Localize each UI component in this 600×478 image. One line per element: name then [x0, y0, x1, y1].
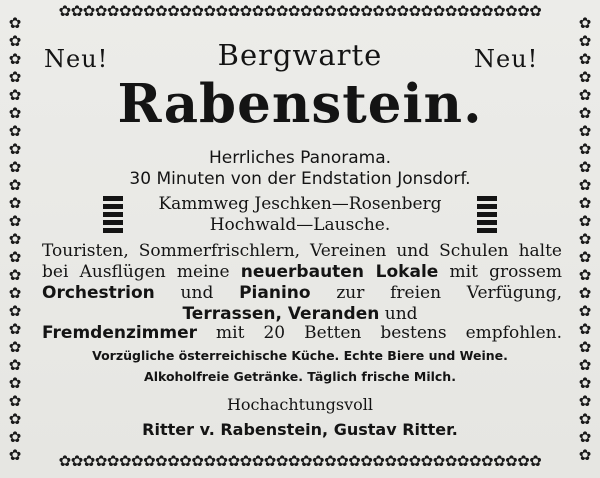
- ornamental-border-right: ✿✿✿✿✿✿✿✿✿✿✿✿✿✿✿✿✿✿✿✿✿✿✿✿✿: [578, 14, 592, 460]
- body-bold-text: Pianino: [239, 283, 311, 303]
- body-bold-text: Orchestrion: [42, 283, 155, 303]
- body-text: bei Ausflügen meine: [42, 262, 241, 282]
- extras-line-1: Vorzügliche österreichische Küche. Echte Biere und Weine.: [92, 348, 508, 363]
- distance-line: 30 Minuten von der Endstation Jonsdorf.: [129, 169, 471, 189]
- title-rabenstein: Rabenstein.: [117, 73, 483, 135]
- ornamental-border-bottom: ✿✿✿✿✿✿✿✿✿✿✿✿✿✿✿✿✿✿✿✿✿✿✿✿✿✿✿✿✿✿✿✿✿✿✿✿✿✿✿✿: [58, 452, 542, 470]
- panorama-line: Herrliches Panorama.: [208, 148, 392, 168]
- extras-line-2: Alkoholfreie Getränke. Täglich frische Milch.: [144, 369, 456, 384]
- body-bold-text: Fremdenzimmer: [42, 323, 198, 343]
- body-bold-text: Terrassen, Veranden: [182, 304, 380, 324]
- body-text: zur freien Verfügung,: [310, 283, 562, 303]
- body-line-2: [42, 262, 562, 282]
- body-text: mit 20 Betten bestens empfohlen.: [197, 323, 562, 343]
- body-text: mit grossem: [438, 262, 562, 282]
- body-line-5: [42, 323, 562, 343]
- body-text: und: [154, 283, 240, 303]
- body-text: und: [379, 304, 418, 324]
- ornamental-border-top: ✿✿✿✿✿✿✿✿✿✿✿✿✿✿✿✿✿✿✿✿✿✿✿✿✿✿✿✿✿✿✿✿✿✿✿✿✿✿✿✿: [58, 2, 542, 20]
- neu-label-right: Neu!: [474, 45, 539, 73]
- closing-greeting: Hochachtungsvoll: [226, 395, 374, 414]
- subtitle-bergwarte: Bergwarte: [217, 38, 383, 72]
- route-line-2: Hochwald—Lausche.: [209, 215, 391, 235]
- route-line-1: Kammweg Jeschken—Rosenberg: [158, 194, 442, 214]
- neu-label-left: Neu!: [44, 45, 109, 73]
- body-line-4: [0, 304, 600, 324]
- body-bold-text: neuerbauten Lokale: [240, 262, 439, 282]
- ornamental-border-left: ✿✿✿✿✿✿✿✿✿✿✿✿✿✿✿✿✿✿✿✿✿✿✿✿✿: [8, 14, 22, 460]
- signature: Ritter v. Rabenstein, Gustav Ritter.: [142, 420, 458, 439]
- body-line-1: Touristen, Sommerfrischlern, Vereinen und Schulen halte: [42, 241, 562, 261]
- body-line-3: [42, 283, 562, 303]
